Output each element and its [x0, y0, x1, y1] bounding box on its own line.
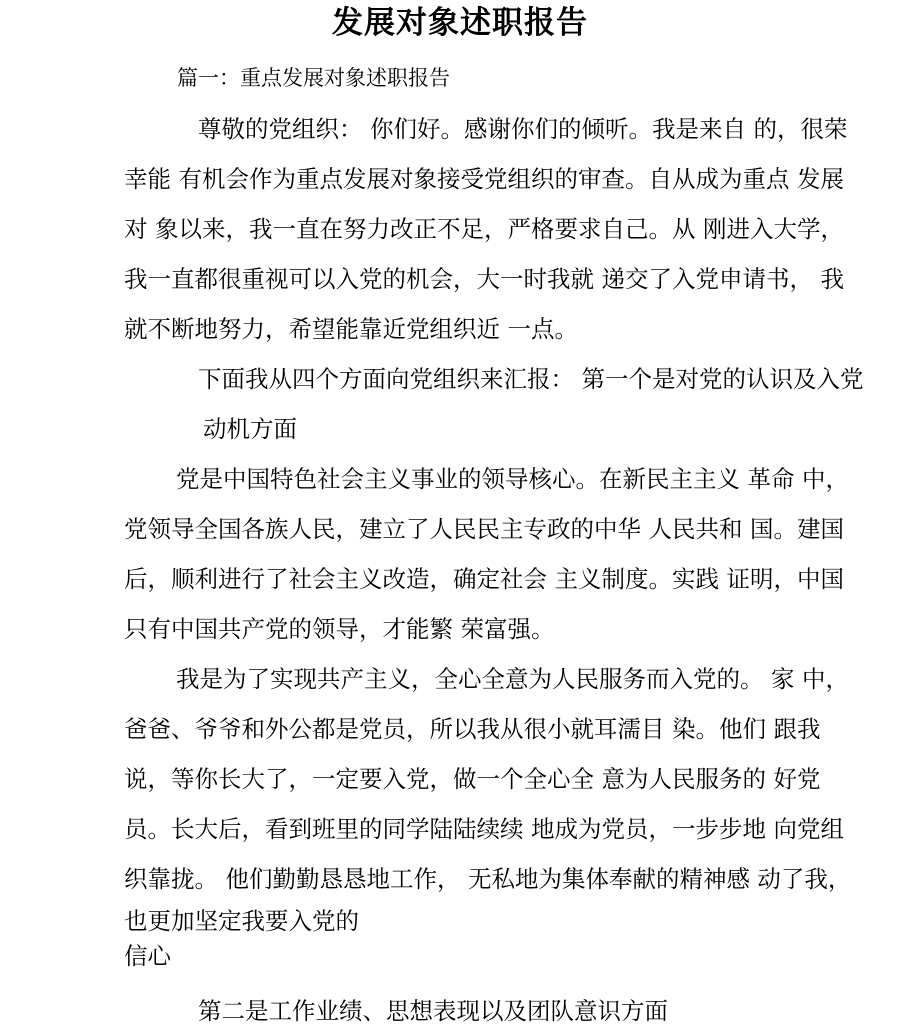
- body-line: 爸爸、爷爷和外公都是党员，所以我从很小就耳濡目 染。他们 跟我: [124, 715, 821, 743]
- body-line: 信心: [124, 942, 171, 970]
- body-line: 党是中国特色社会主义事业的领导核心。在新民主主义 革命 中，: [176, 465, 849, 493]
- body-line: 我一直都很重视可以入党的机会，大一时我就 递交了入党申请书， 我: [124, 265, 844, 293]
- body-line: 就不断地努力，希望能靠近党组织近 一点。: [124, 315, 578, 343]
- page-title: 发展对象述职报告: [332, 5, 588, 41]
- body-line: 动机方面: [203, 415, 297, 443]
- body-line: 尊敬的党组织： 你们好。感谢你们的倾听。我是来自 的，很荣: [198, 115, 848, 143]
- section-heading-pian-yi: 篇一：重点发展对象述职报告: [177, 66, 450, 90]
- document-body: [124, 104, 864, 1036]
- body-line: 后，顺利进行了社会主义改造，确定社会 主义制度。实践 证明，中国: [124, 565, 844, 593]
- body-line: 也更加坚定我要入党的: [124, 907, 359, 935]
- body-line: 党领导全国各族人民，建立了人民民主专政的中华 人民共和 国。建国: [124, 515, 844, 543]
- body-line: 下面我从四个方面向党组织来汇报： 第一个是对党的认识及入党: [198, 365, 864, 393]
- body-line: 织靠拢。 他们勤勤恳恳地工作， 无私地为集体奉献的精神感 动了我，: [124, 865, 852, 893]
- body-line: 幸能 有机会作为重点发展对象接受党组织的审查。自从成为重点 发展: [124, 165, 844, 193]
- body-line: 只有中国共产党的领导，才能繁 荣富强。: [124, 615, 555, 643]
- body-line: 说，等你长大了，一定要入党，做一个全心全 意为人民服务的 好党: [124, 765, 821, 793]
- body-line: 第二是工作业绩、思想表现以及团队意识方面: [198, 997, 668, 1025]
- body-line: 我是为了实现共产主义，全心全意为人民服务而入党的。 家 中，: [176, 665, 849, 693]
- body-line: 员。长大后，看到班里的同学陆陆续续 地成为党员，一步步地 向党组: [124, 815, 844, 843]
- body-line: 对 象以来，我一直在努力改正不足，严格要求自己。从 刚进入大学，: [124, 215, 844, 243]
